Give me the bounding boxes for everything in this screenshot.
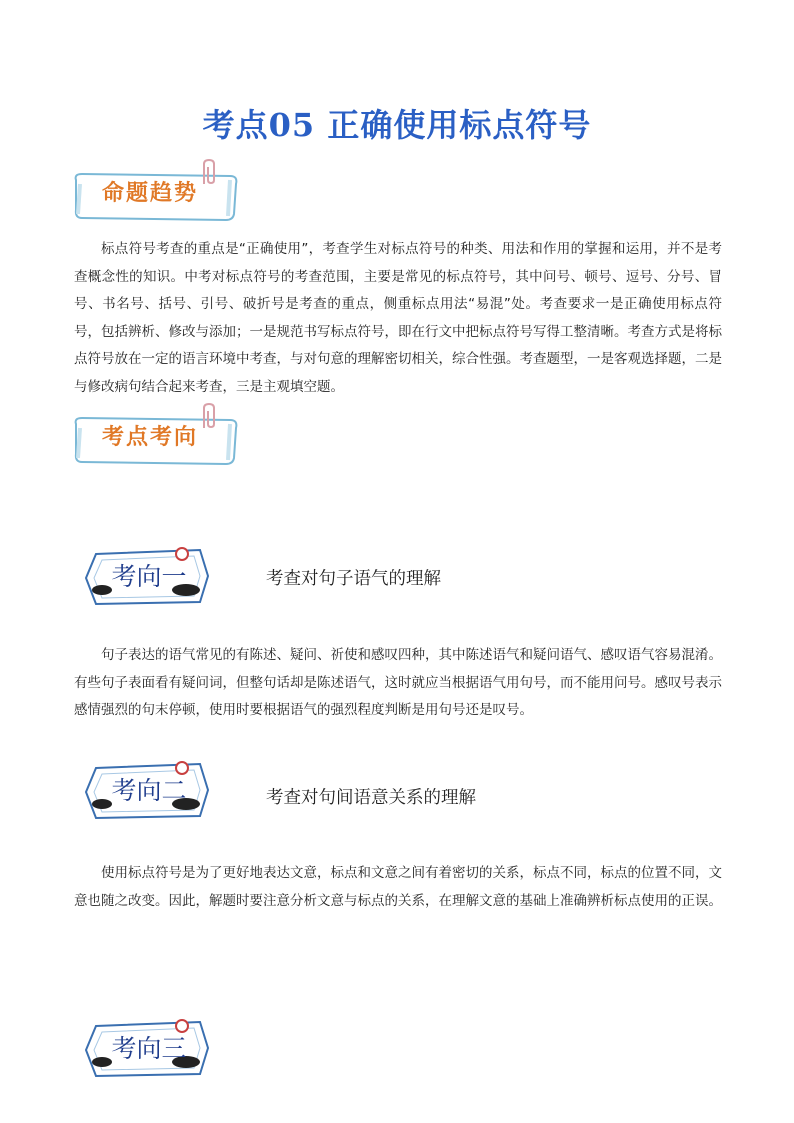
direction-heading-2: 考查对句间语意关系的理解	[266, 788, 476, 808]
banner-label: 考点考向	[101, 424, 198, 450]
direction-paragraph-2: 使用标点符号是为了更好地表达文意，标点和文意之间有着密切的关系，标点不同，标点的位置不同，文意也随之改变。因此，解题时要注意分析文意与标点的关系，在理解文意的基础上准确辨析标点使用的正误。	[74, 865, 722, 909]
direction-badge-1	[82, 544, 218, 608]
direction-paragraph-1: 句子表达的语气常见的有陈述、疑问、祈使和感叹四种，其中陈述语气和疑问语气、感叹语气容易混淆。有些句子表面看有疑问词，但整句话却是陈述语气，这时就应当根据语气用句号，而不能用问号。感叹号表示感情强烈的句末停顿，使用时要根据语气的强烈程度判断是用句号还是叹号。	[74, 647, 722, 718]
direction-badge-2	[82, 758, 218, 822]
direction-badge-3	[82, 1016, 218, 1080]
badge-label: 考向三	[111, 1034, 187, 1063]
trend-paragraph: 标点符号考查的重点是“正确使用”，考查学生对标点符号的种类、用法和作用的掌握和运用，并不是考查概念性的知识。中考对标点符号的考查范围，主要是常见的标点符号，其中问号、顿号、逗号、分号、冒号、书名号、括号、引号、破折号是考查的重点，侧重标点用法“易混”处。考查要求一是正确使用标点符号，包括辨析、修改与添加；一是规范书写标点符号，即在行文中把标点符号写得工整清晰。考查方式是将标点符号放在一定的语言环境中考查，与对句意的理解密切相关，综合性强。考查题型，一是客观选择题，二是与修改病句结合起来考查，三是主观填空题。	[74, 241, 722, 395]
section-banner-trend	[70, 170, 242, 224]
page-title: 考点05 正确使用标点符号	[202, 106, 592, 144]
direction-heading-1: 考查对句子语气的理解	[266, 569, 441, 589]
section-banner-directions	[70, 414, 242, 468]
badge-label: 考向二	[111, 776, 187, 805]
badge-label: 考向一	[111, 562, 187, 591]
banner-label: 命题趋势	[101, 180, 198, 206]
